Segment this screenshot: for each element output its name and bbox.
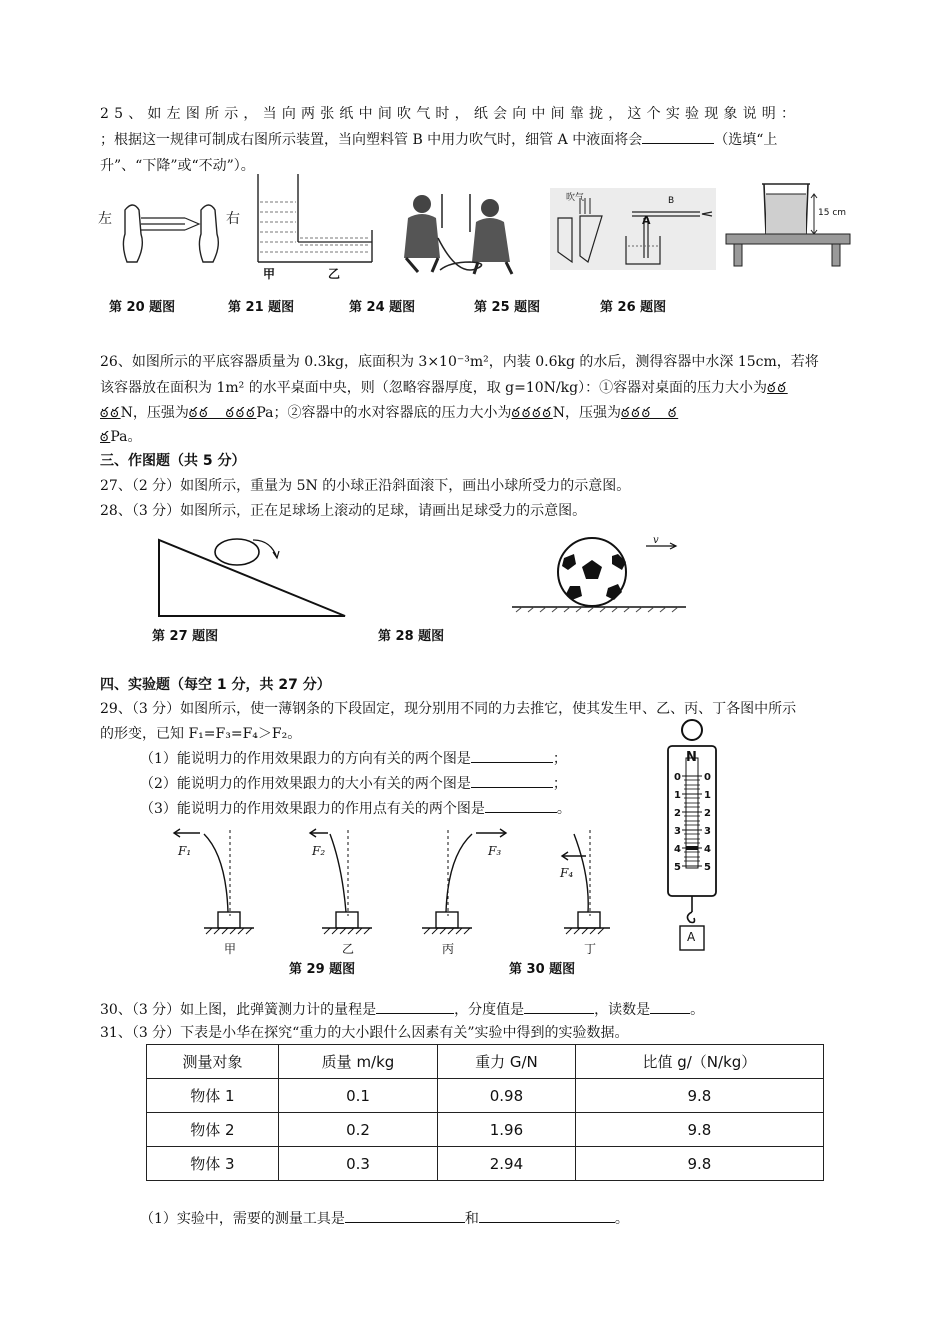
q30-line <box>100 998 704 1022</box>
table-row <box>147 1079 824 1113</box>
fig30-tick-0: 0 <box>674 772 681 783</box>
q26-blank-5[interactable]: ఠఠఠ ఠ <box>620 405 679 421</box>
fig30-scale-N: N <box>686 750 697 765</box>
caption-fig24: 第 24 题图 <box>349 300 416 315</box>
q29-sub1 <box>140 747 567 771</box>
q29-sub2-semi: ； <box>552 776 567 792</box>
q29-line2: 的形变，已知 F₁=F₃=F₄＞F₂。 <box>100 726 302 742</box>
fig21-yi: 乙 <box>328 267 341 281</box>
fig28-football <box>512 534 690 614</box>
q25-line1: 25、如左图所示，当向两张纸中间吹气时，纸会向中间靠拢，这个实验现象说明： <box>100 106 801 122</box>
table-header-cell: 重力 G/N <box>438 1045 576 1079</box>
fig25-blow-label: 吹气 <box>566 193 585 203</box>
q30-range-blank[interactable] <box>376 999 454 1014</box>
q26-blank-2[interactable]: ఠఠ <box>100 405 121 421</box>
q31-sub1-b: 和 <box>464 1211 479 1227</box>
table-cell: 1.96 <box>438 1113 576 1147</box>
fig27-incline <box>155 536 355 620</box>
table-row <box>147 1113 824 1147</box>
q29-sub3-blank[interactable] <box>485 798 557 813</box>
fig30-tick-r0: 0 <box>704 772 711 783</box>
fig29-name-jia: 甲 <box>224 942 237 956</box>
q26-line2-text: 该容器放在面积为 1m² 的水平桌面中央，则（忽略容器厚度，取 g=10N/kg）：①容器对桌面的压力大小为 <box>100 380 768 396</box>
q27-text: 27、（2 分）如图所示，重量为 5N 的小球正沿斜面滚下，画出小球所受力的示意图。 <box>100 478 631 494</box>
q29-sub1-semi: ； <box>552 751 567 767</box>
fig29-name-yi: 乙 <box>342 942 355 956</box>
table-cell: 物体 1 <box>147 1079 279 1113</box>
fig30-weight-A: A <box>687 930 696 944</box>
q29-sub1-text: （1）能说明力的作用效果跟力的方向有关的两个图是 <box>140 751 471 767</box>
table-cell: 2.94 <box>438 1147 576 1181</box>
fig30-tick-r1: 1 <box>704 790 711 801</box>
q31-sub1 <box>140 1207 629 1231</box>
table-cell: 9.8 <box>575 1147 823 1181</box>
fig30-tick-4: 4 <box>674 844 681 855</box>
q28-text: 28、（3 分）如图所示，正在足球场上滚动的足球，请画出足球受力的示意图。 <box>100 503 587 519</box>
table-cell: 0.1 <box>278 1079 437 1113</box>
q31-sub1-a: （1）实验中，需要的测量工具是 <box>140 1211 345 1227</box>
section3-heading: 三、作图题（共 5 分） <box>100 453 246 469</box>
caption-fig21: 第 21 题图 <box>228 300 295 315</box>
q30-reading-blank[interactable] <box>650 999 690 1014</box>
fig30-tick-r3: 3 <box>704 826 711 837</box>
fig20-hands-paper <box>115 198 225 273</box>
fig30-tick-1: 1 <box>674 790 681 801</box>
q29-sub3-period: 。 <box>556 801 571 817</box>
q25-line2b: （选填“上 <box>714 132 778 148</box>
q26-line3-f: N，压强为 <box>552 405 621 421</box>
q26-line1: 26、如图所示的平底容器质量为 0.3kg，底面积为 3×10⁻³m²，内装 0.6kg 的水后，测得容器中水深 15cm，若将 <box>100 354 819 370</box>
table-row <box>147 1147 824 1181</box>
fig26-container-on-table <box>724 176 852 270</box>
q26-blank-3[interactable]: ఠఠ ఠఠఠ <box>188 405 257 421</box>
q30-a: 30、（3 分）如上图，此弹簧测力计的量程是 <box>100 1002 377 1018</box>
q30-division-blank[interactable] <box>524 999 594 1014</box>
table-header-cell: 比值 g/（N/kg） <box>575 1045 823 1079</box>
q30-d: 。 <box>690 1002 705 1018</box>
caption-fig28: 第 28 题图 <box>378 629 445 644</box>
q29-sub3 <box>140 797 571 821</box>
q26-line3-b: N，压强为 <box>120 405 189 421</box>
q29-sub1-blank[interactable] <box>471 748 553 763</box>
fig30-ticks-right <box>704 769 711 877</box>
fig30-tick-r2: 2 <box>704 808 711 819</box>
section4-heading: 四、实验题（每空 1 分，共 27 分） <box>100 677 331 693</box>
fig30-tick-5: 5 <box>674 862 681 873</box>
table-cell: 0.98 <box>438 1079 576 1113</box>
fig30-ticks-left <box>674 769 681 877</box>
q26-line2 <box>100 376 788 400</box>
fig21-jia: 甲 <box>263 267 276 281</box>
table-header-cell: 质量 m/kg <box>278 1045 437 1079</box>
fig29-name-ding: 丁 <box>584 942 597 956</box>
table-header-cell: 测量对象 <box>147 1045 279 1079</box>
fig21-containers <box>248 172 378 272</box>
fig29-force-4: F₄ <box>560 866 574 880</box>
q29-sub3-text: （3）能说明力的作用效果跟力的作用点有关的两个图是 <box>140 801 485 817</box>
q25-line2 <box>100 128 777 152</box>
q31-tool2-blank[interactable] <box>479 1208 615 1223</box>
q31-data-table <box>146 1044 824 1181</box>
q25-answer-blank[interactable] <box>642 129 714 144</box>
fig30-tick-r5: 5 <box>704 862 711 873</box>
q30-c: ，读数是 <box>594 1002 651 1018</box>
fig29-force-1: F₁ <box>178 844 192 858</box>
q31-tool1-blank[interactable] <box>345 1208 465 1223</box>
fig30-tick-3: 3 <box>674 826 681 837</box>
table-cell: 0.3 <box>278 1147 437 1181</box>
fig29-force-3: F₃ <box>488 844 502 858</box>
fig20-left-label: 左 <box>98 211 112 227</box>
q29-sub2-blank[interactable] <box>471 773 553 788</box>
table-cell: 物体 2 <box>147 1113 279 1147</box>
fig20-right-label: 右 <box>226 211 240 227</box>
fig26-depth-label: 15 cm <box>818 208 847 218</box>
q26-line3-d: Pa；②容器中的水对容器底的压力大小为 <box>256 405 512 421</box>
table-cell: 0.2 <box>278 1113 437 1147</box>
q29-sub2-text: （2）能说明力的作用效果跟力的大小有关的两个图是 <box>140 776 471 792</box>
fig28-velocity-label: v <box>653 535 659 546</box>
table-cell: 物体 3 <box>147 1147 279 1181</box>
fig30-tick-r4: 4 <box>704 844 711 855</box>
q29-line1: 29、（3 分）如图所示，使一薄钢条的下段固定，现分别用不同的力去推它，使其发生甲、乙、丙、丁各图中所示 <box>100 701 797 717</box>
table-cell: 9.8 <box>575 1079 823 1113</box>
caption-fig27: 第 27 题图 <box>152 629 219 644</box>
q26-blank-1[interactable]: ఠఠ <box>767 380 788 396</box>
fig25-A-label: A <box>642 214 651 227</box>
table-cell: 9.8 <box>575 1113 823 1147</box>
q25-line2a: ；根据这一规律可制成右图所示装置，当向塑料管 B 中用力吹气时，细管 A 中液面将会 <box>100 132 643 148</box>
caption-fig26: 第 26 题图 <box>600 300 667 315</box>
q31-intro: 31、（3 分）下表是小华在探究“重力的大小跟什么因素有关”实验中得到的实验数据。 <box>100 1025 629 1041</box>
table-header-row <box>147 1045 824 1079</box>
q29-sub2 <box>140 772 567 796</box>
q26-blank-6[interactable]: ఠ <box>100 429 111 445</box>
caption-fig30: 第 30 题图 <box>509 962 576 977</box>
q26-line4-b: Pa。 <box>110 429 142 445</box>
fig29-steel-strips <box>170 826 610 938</box>
fig24-hose-experiment <box>398 188 518 278</box>
q26-line3 <box>100 401 678 425</box>
q26-blank-4[interactable]: ఠఠఠఠ <box>511 405 553 421</box>
caption-fig29: 第 29 题图 <box>289 962 356 977</box>
q26-line4 <box>100 425 141 449</box>
caption-fig25: 第 25 题图 <box>474 300 541 315</box>
q30-b: ，分度值是 <box>454 1002 525 1018</box>
caption-fig20: 第 20 题图 <box>109 300 176 315</box>
q31-sub1-c: 。 <box>614 1211 629 1227</box>
fig29-name-bing: 丙 <box>442 942 455 956</box>
fig29-force-2: F₂ <box>312 844 326 858</box>
q25-line3-text: 升”、“下降”或“不动”）。 <box>100 158 255 174</box>
fig30-tick-2: 2 <box>674 808 681 819</box>
fig25-B-label: B <box>668 196 675 206</box>
